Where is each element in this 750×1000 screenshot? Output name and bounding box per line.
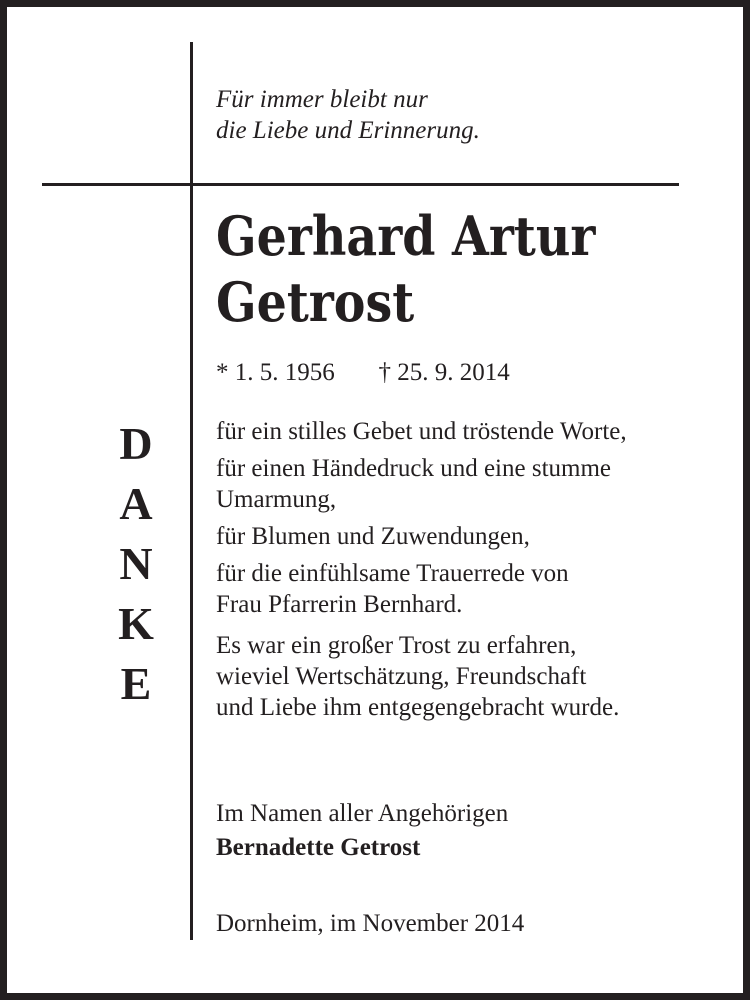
deceased-name <box>216 203 595 335</box>
signature-name: Bernadette Getrost <box>216 834 421 861</box>
danke-letter: E <box>120 658 152 709</box>
name-line-1: Gerhard Artur <box>216 204 596 268</box>
motto-line-1: Für immer bleibt nur <box>216 86 428 113</box>
place-and-date: Dornheim, im November 2014 <box>216 910 525 937</box>
cross-horizontal-bar <box>42 183 679 186</box>
signature-intro: Im Namen aller Angehörigen <box>216 800 509 827</box>
thanks-item: für die einfühlsame Trauerrede von Frau Pfarrerin Bernhard. <box>216 560 569 618</box>
motto-line-2: die Liebe und Erinnerung. <box>216 117 480 144</box>
cross-vertical-bar <box>190 42 193 940</box>
thanks-item: für ein stilles Gebet und tröstende Worte, <box>216 418 627 445</box>
life-dates <box>216 357 510 389</box>
danke-letter: N <box>119 538 153 589</box>
danke-letter: K <box>118 598 154 649</box>
name-line-2: Getrost <box>216 270 415 334</box>
closing-paragraph: Es war ein großer Trost zu erfahren, wieviel Wertschätzung, Freundschaft und Liebe ihm entgegengebracht wurde. <box>216 632 620 721</box>
death-date: † 25. 9. 2014 <box>378 359 510 386</box>
thanks-text <box>216 416 736 729</box>
danke-vertical-word <box>113 418 159 718</box>
thanks-item: für Blumen und Zuwendungen, <box>216 523 530 550</box>
danke-letter: A <box>119 478 153 529</box>
signature-block <box>216 797 508 865</box>
birth-date: * 1. 5. 1956 <box>216 359 335 386</box>
danke-letter: D <box>119 418 153 469</box>
thanks-item: für einen Händedruck und eine stumme Umarmung, <box>216 455 612 513</box>
motto <box>216 84 480 146</box>
